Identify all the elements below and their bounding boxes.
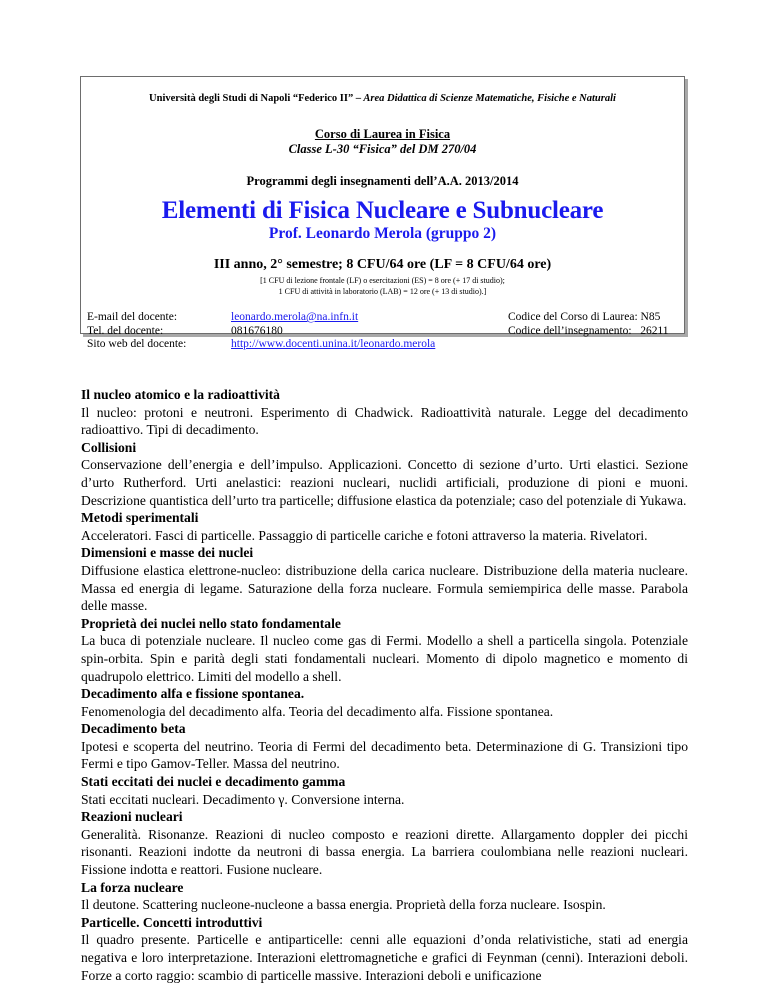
- section-title: Il nucleo atomico e la radioattività: [81, 387, 280, 402]
- section-title: Metodi sperimentali: [81, 510, 199, 526]
- section-title: La forza nucleare: [81, 879, 184, 895]
- section-body: La buca di potenziale nucleare. Il nucleo come gas di Fermi. Modello a shell a particella singola. Potenziale spin-orbita. Spin e parità degli stati fondamentali nucleari. Momento di dipolo magnetico e momento di quadrupolo elettrico. Limiti del modello a shell.: [81, 633, 688, 684]
- section-title: Reazioni nucleari: [81, 809, 183, 825]
- university-name: Università degli Studi di Napoli “Federico II”: [149, 93, 354, 104]
- section-body: Diffusione elastica elettrone-nucleo: distribuzione della carica nucleare. Distribuzione della materia nucleare. Massa ed energia di legame. Saturazione della forza nucleare. Formula semiempirica delle masse. Parabola delle masse.: [81, 562, 688, 614]
- contact-values: [231, 311, 435, 352]
- email-label: E-mail del docente:: [87, 311, 178, 323]
- section-body: Il quadro presente. Particelle e antiparticelle: cenni alle equazioni d’onda relativistiche, stati ad energia negativa e loro interpretazione. Interazioni elettromagnetiche e grafici di Feynman (cenni). Interazioni deboli. Forze a corto raggio: scambio di particelle massive. Interazioni deboli e unificazione: [81, 932, 688, 983]
- course-header-box: [80, 76, 685, 350]
- section-body: Il nucleo: protoni e neutroni. Esperimento di Chadwick. Radioattività naturale. Legge del decadimento radioattivo. Tipi di decadimento.: [81, 404, 688, 438]
- academic-year: Programmi degli insegnamenti dell’A.A. 2013/2014: [246, 174, 519, 188]
- section-title: Proprietà dei nuclei nello stato fondamentale: [81, 615, 341, 631]
- tel-label: Tel. del docente:: [87, 324, 164, 337]
- course-schedule: III anno, 2° semestre; 8 CFU/64 ore (LF = 8 CFU/64 ore): [213, 257, 552, 272]
- professor-name: Prof. Leonardo Merola (gruppo 2): [268, 225, 497, 242]
- section-body: Stati eccitati nucleari. Decadimento γ. Conversione interna.: [81, 791, 405, 807]
- degree-code: Codice del Corso di Laurea: N85: [508, 311, 661, 323]
- university-separator: –: [353, 93, 364, 104]
- section-title: Particelle. Concetti introduttivi: [81, 914, 263, 930]
- contact-labels: [87, 311, 186, 352]
- section-title: Stati eccitati dei nuclei e decadimento gamma: [81, 774, 346, 790]
- web-label: Sito web del docente:: [87, 338, 187, 350]
- section-body: Conservazione dell’energia e dell’impulso. Applicazioni. Concetto di sezione d’urto. Urti elastici. Sezione d’urto Rutherford. Urti anelastici: reazioni nucleari, nuclidi artificiali, produzione di pioni e muoni. Descrizione quantistica dell’urto tra particelle; diffusione elastica da potenziale; caso del potenziale di Yukawa.: [81, 457, 688, 508]
- cfu-note-1: [1 CFU di lezione frontale (LF) o esercitazioni (ES) = 8 ore (+ 17 di studio);: [260, 276, 505, 285]
- tel-value: 081676180: [231, 324, 283, 337]
- cfu-note-2: 1 CFU di attività in laboratorio (LAB) = 12 ore (+ 13 di studio).]: [278, 287, 487, 296]
- section-body: Ipotesi e scoperta del neutrino. Teoria di Fermi del decadimento beta. Determinazione di G. Transizioni tipo Fermi e tipo Gamov-Teller. Massa del neutrino.: [81, 738, 688, 772]
- section-title: Dimensioni e masse dei nuclei: [81, 545, 254, 561]
- section-body: Generalità. Risonanze. Reazioni di nucleo composto e reazioni dirette. Allargamento doppler dei picchi risonanti. Reazioni indotte da neutroni di bassa energia. La barriera coulombiana nelle reazioni nucleari. Fissione indotta e reattori. Fusione nucleare.: [81, 826, 688, 878]
- section-title: Decadimento alfa e fissione spontanea.: [81, 686, 305, 702]
- section-body: Acceleratori. Fasci di particelle. Passaggio di particelle cariche e fotoni attraverso la materia. Rivelatori.: [81, 527, 648, 543]
- course-code: Codice dell’insegnamento: 26211: [508, 324, 669, 337]
- section-title: Decadimento beta: [81, 721, 186, 737]
- university-line: [81, 93, 684, 104]
- syllabus-content: [81, 386, 688, 984]
- course-title: Elementi di Fisica Nucleare e Subnucleare: [161, 197, 604, 224]
- section-title: Collisioni: [81, 439, 137, 455]
- website-link[interactable]: http://www.docenti.unina.it/leonardo.merola: [231, 338, 436, 350]
- area-name: Area Didattica di Scienze Matematiche, Fisiche e Naturali: [363, 93, 616, 104]
- degree-course: Corso di Laurea in Fisica: [314, 127, 451, 141]
- degree-class: Classe L-30 “Fisica” del DM 270/04: [288, 142, 477, 156]
- section-body: Il deutone. Scattering nucleone-nucleone a bassa energia. Proprietà della forza nucleare. Isospin.: [81, 897, 606, 913]
- section-body: Fenomenologia del decadimento alfa. Teoria del decadimento alfa. Fissione spontanea.: [81, 703, 554, 719]
- course-codes: [508, 311, 669, 338]
- email-link[interactable]: leonardo.merola@na.infn.it: [231, 311, 359, 323]
